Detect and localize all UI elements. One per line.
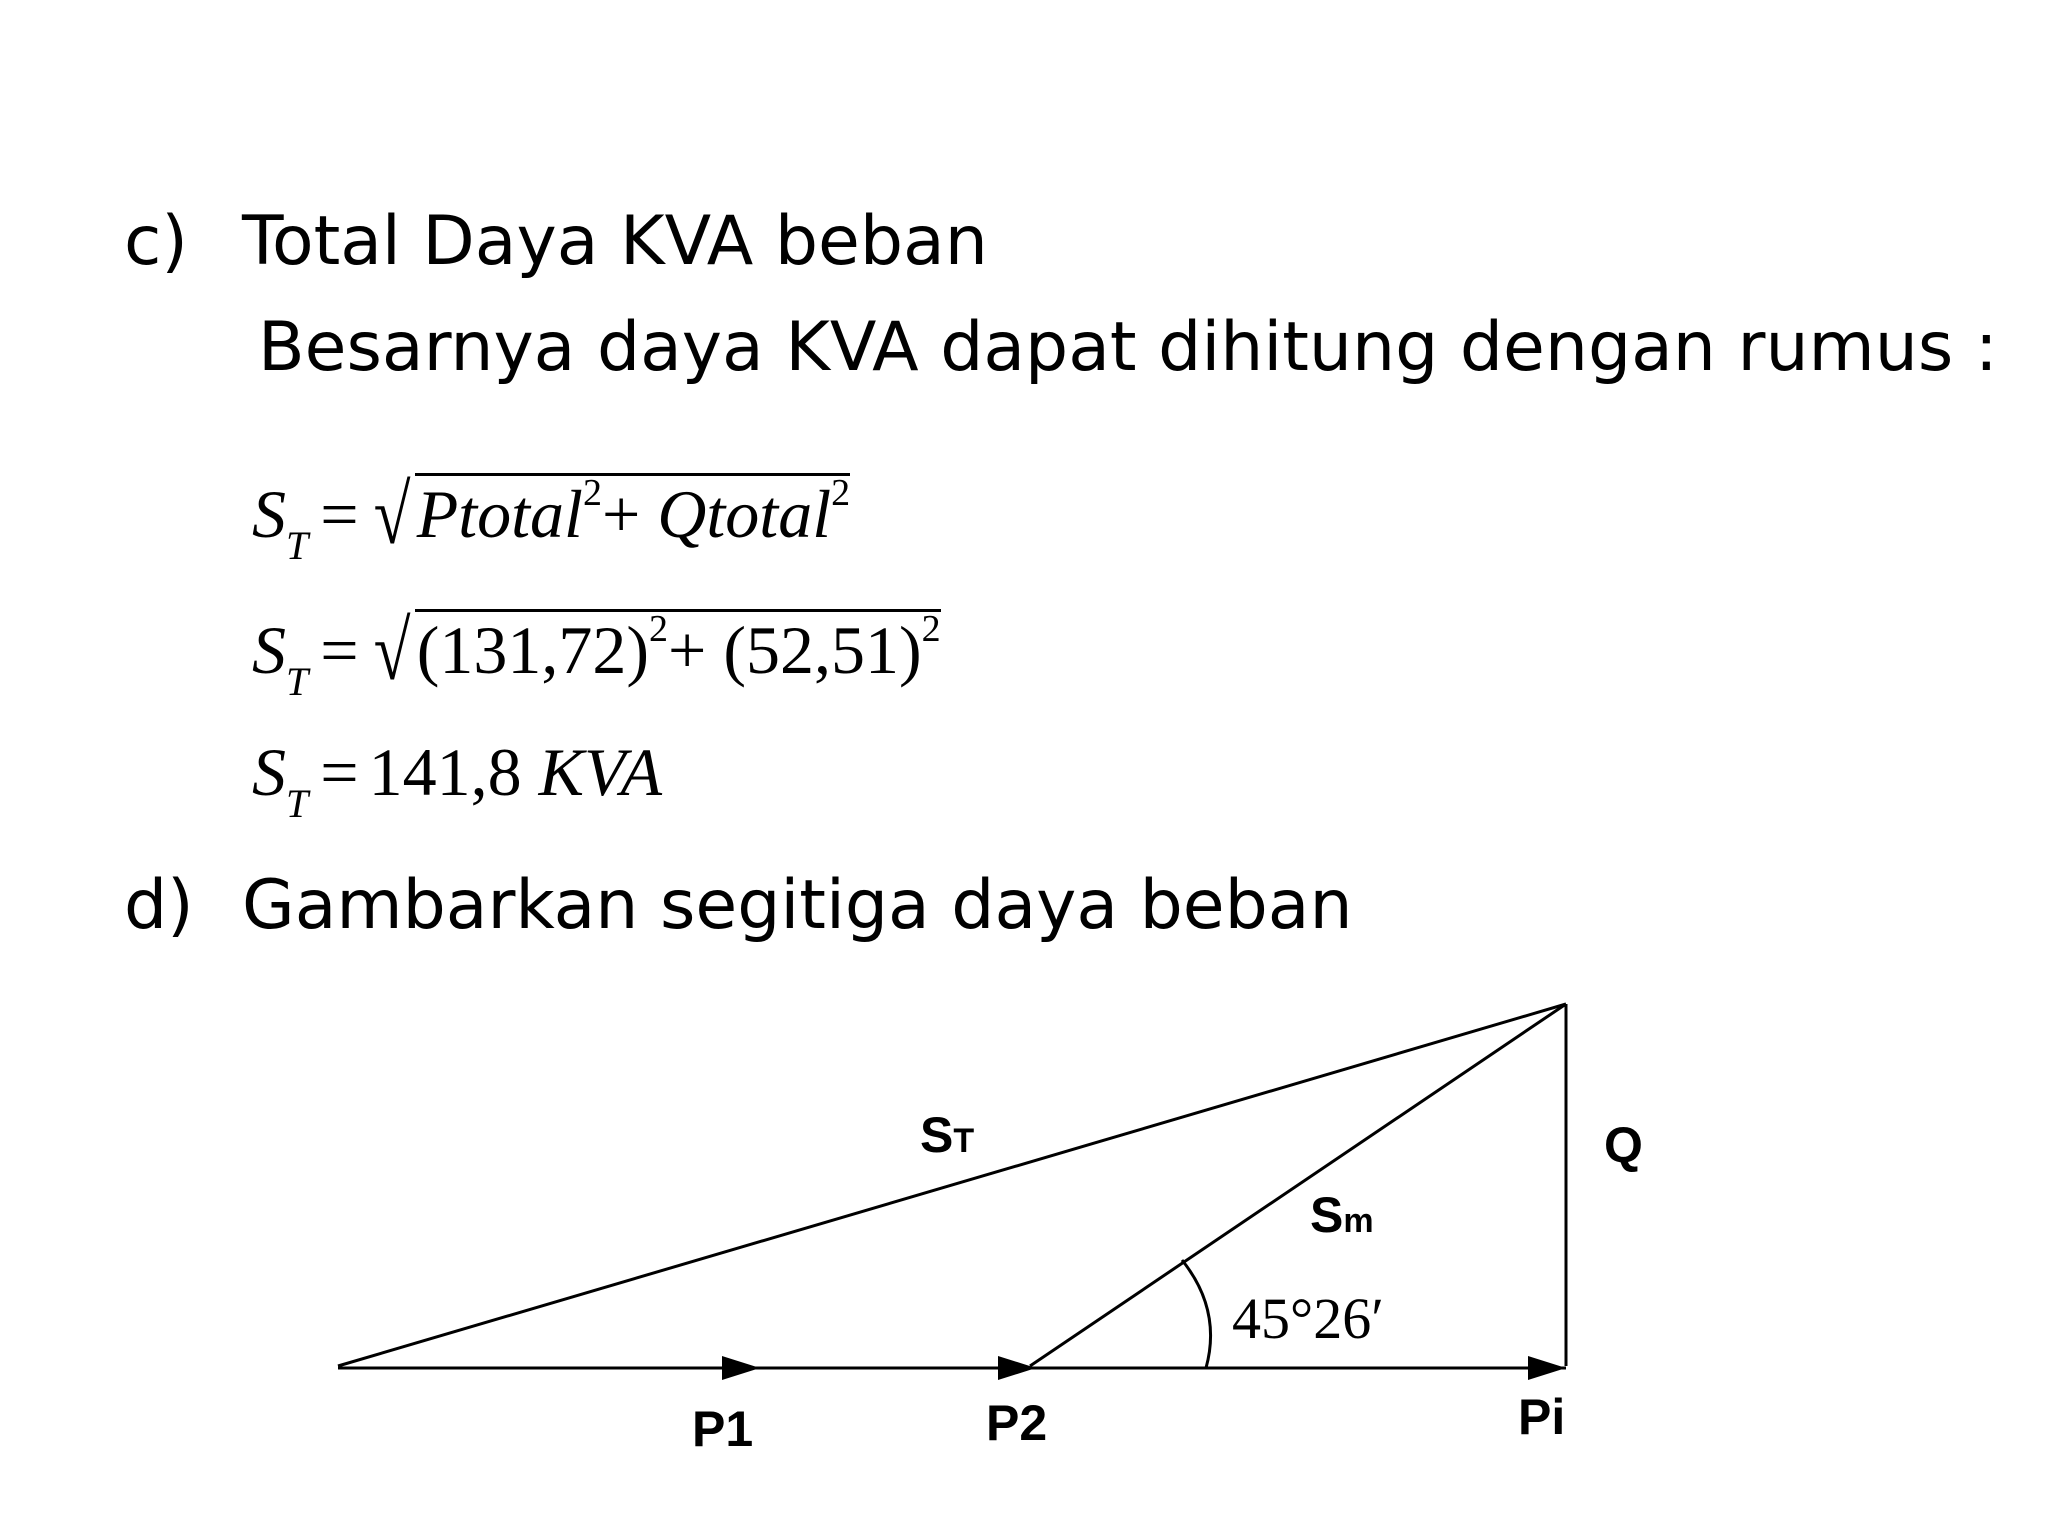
term-p-value: (131,72): [416, 612, 650, 688]
exponent: 2: [921, 608, 941, 650]
pi-label: Pi: [1518, 1389, 1566, 1445]
angle-label: 45°26′: [1232, 1286, 1384, 1351]
formula-equals: =: [320, 612, 359, 688]
plus-sign: +: [668, 612, 724, 688]
term-ptotal: Ptotal: [416, 476, 583, 552]
radical-sign-icon: √: [373, 469, 411, 562]
formula-symbol: S: [252, 612, 286, 688]
p1-label: P1: [692, 1401, 754, 1457]
formula-symbol: S: [252, 734, 286, 810]
formula-subscript: T: [286, 781, 309, 826]
exponent: 2: [649, 608, 669, 650]
section-c-marker: c): [124, 202, 188, 281]
section-d-marker: d): [124, 866, 194, 945]
sm-label: Sm: [1310, 1187, 1374, 1243]
exponent: 2: [831, 472, 851, 514]
result-unit: KVA: [538, 734, 662, 810]
p2-arrow-icon: [998, 1356, 1036, 1380]
result-value: 141,8: [368, 734, 522, 810]
section-c-description: Besarnya daya KVA dapat dihitung dengan rumus :: [258, 308, 1998, 387]
p1-arrow-icon: [722, 1356, 760, 1380]
plus-sign: +: [601, 476, 658, 552]
st-label: ST: [920, 1107, 975, 1163]
formula-subscript: T: [286, 659, 309, 704]
p2-label: P2: [986, 1395, 1048, 1451]
term-q-value: (52,51): [723, 612, 922, 688]
pi-arrow-icon: [1528, 1356, 1566, 1380]
exponent: 2: [582, 472, 602, 514]
formula-equals: =: [320, 734, 359, 810]
q-label: Q: [1604, 1117, 1643, 1173]
section-d-title: Gambarkan segitiga daya beban: [242, 866, 1353, 945]
section-c-title: Total Daya KVA beban: [242, 202, 988, 281]
formula-symbol: S: [252, 476, 286, 552]
formula-subscript: T: [286, 523, 309, 568]
formula-equals: =: [320, 476, 359, 552]
radical-sign-icon: √: [373, 605, 411, 698]
term-qtotal: Qtotal: [657, 476, 832, 552]
angle-arc: [1182, 1260, 1211, 1368]
